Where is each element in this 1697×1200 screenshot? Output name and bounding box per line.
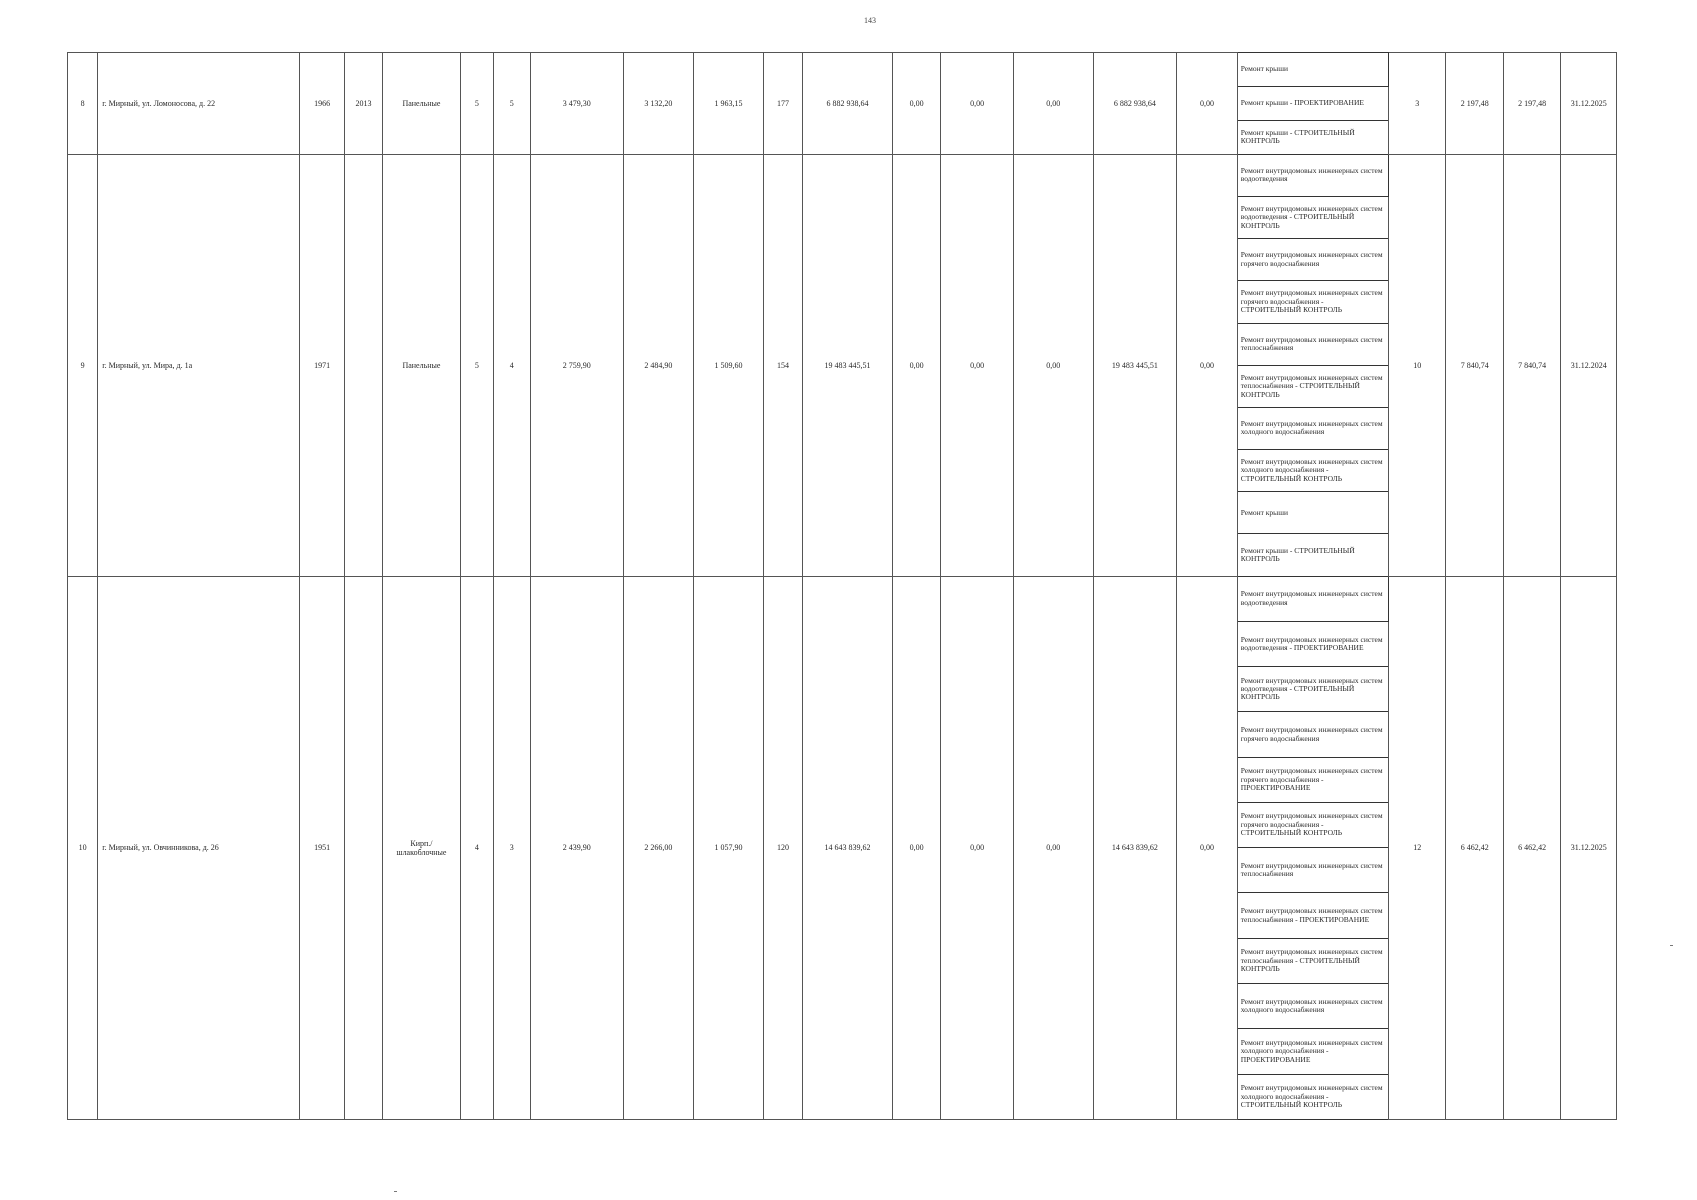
cost-other-cell: 0,00 [1177,53,1238,155]
year-built-cell: 1971 [299,154,344,576]
deadline-cell: 31.12.2025 [1561,53,1617,155]
work-item-cell: Ремонт внутридомовых инженерных систем теплоснабжения - СТРОИТЕЛЬНЫЙ КОНТРОЛЬ [1237,938,1388,983]
row-number: 9 [68,154,98,576]
work-item-cell: Ремонт внутридомовых инженерных систем холодного водоснабжения - СТРОИТЕЛЬНЫЙ КОНТРОЛЬ [1237,450,1388,492]
year-overhaul-cell [345,576,382,1119]
total-area-cell: 3 479,30 [530,53,623,155]
cost-regional-cell: 0,00 [941,576,1014,1119]
entrances-cell: 4 [493,154,530,576]
wall-material-cell: Панельные [382,154,461,576]
work-item-cell: Ремонт внутридомовых инженерных систем теплоснабжения - ПРОЕКТИРОВАНИЕ [1237,893,1388,938]
address-cell: г. Мирный, ул. Ломоносова, д. 22 [98,53,300,155]
cost-regional-cell: 0,00 [941,154,1014,576]
area-residential-cell: 1 963,15 [694,53,764,155]
deadline-cell: 31.12.2025 [1561,576,1617,1119]
area-all-cell: 3 132,20 [623,53,694,155]
area-residential-cell: 1 057,90 [694,576,764,1119]
capital-repair-table [67,52,1617,1120]
year-overhaul-cell [345,154,382,576]
entrances-cell: 5 [493,53,530,155]
work-item-cell: Ремонт внутридомовых инженерных систем горячего водоснабжения [1237,239,1388,281]
work-item-cell: Ремонт крыши [1237,53,1388,87]
work-item-cell: Ремонт крыши - СТРОИТЕЛЬНЫЙ КОНТРОЛЬ [1237,534,1388,576]
wall-material-cell: Кирп./ шлакоблочные [382,576,461,1119]
year-built-cell: 1966 [299,53,344,155]
deadline-cell: 31.12.2024 [1561,154,1617,576]
cost-other-cell: 0,00 [1177,576,1238,1119]
cost-federal-cell: 0,00 [892,53,940,155]
cost-municipal-cell: 0,00 [1013,53,1093,155]
cost-total-cell: 6 882 938,64 [803,53,893,155]
work-item-cell: Ремонт внутридомовых инженерных систем горячего водоснабжения - СТРОИТЕЛЬНЫЙ КОНТРОЛЬ [1237,802,1388,847]
area-all-cell: 2 266,00 [623,576,694,1119]
residents-cell: 154 [763,154,802,576]
cost-regional-cell: 0,00 [941,53,1014,155]
unit-cost-cell: 2 197,48 [1446,53,1503,155]
address-cell: г. Мирный, ул. Мира, д. 1а [98,154,300,576]
work-count-cell: 10 [1388,154,1445,576]
max-cost-cell: 6 462,42 [1503,576,1560,1119]
work-item-cell: Ремонт внутридомовых инженерных систем водоотведения - ПРОЕКТИРОВАНИЕ [1237,621,1388,666]
cost-federal-cell: 0,00 [892,154,940,576]
table-row [68,53,1617,87]
cost-owners-cell: 19 483 445,51 [1093,154,1177,576]
page-number: 143 [864,16,876,25]
work-item-cell: Ремонт внутридомовых инженерных систем холодного водоснабжения [1237,983,1388,1028]
cost-owners-cell: 14 643 839,62 [1093,576,1177,1119]
unit-cost-cell: 7 840,74 [1446,154,1503,576]
work-item-cell: Ремонт внутридомовых инженерных систем теплоснабжения [1237,323,1388,365]
work-item-cell: Ремонт внутридомовых инженерных систем холодного водоснабжения [1237,407,1388,449]
area-residential-cell: 1 509,60 [694,154,764,576]
cost-total-cell: 19 483 445,51 [803,154,893,576]
scan-mark [394,1191,397,1192]
table-row [68,576,1617,621]
work-item-cell: Ремонт крыши - СТРОИТЕЛЬНЫЙ КОНТРОЛЬ [1237,120,1388,154]
work-item-cell: Ремонт внутридомовых инженерных систем горячего водоснабжения - СТРОИТЕЛЬНЫЙ КОНТРОЛЬ [1237,281,1388,323]
year-built-cell: 1951 [299,576,344,1119]
work-item-cell: Ремонт внутридомовых инженерных систем теплоснабжения [1237,848,1388,893]
scan-mark [1670,945,1673,946]
cost-federal-cell: 0,00 [892,576,940,1119]
total-area-cell: 2 439,90 [530,576,623,1119]
cost-municipal-cell: 0,00 [1013,154,1093,576]
work-item-cell: Ремонт внутридомовых инженерных систем горячего водоснабжения [1237,712,1388,757]
address-cell: г. Мирный, ул. Овчинникова, д. 26 [98,576,300,1119]
work-item-cell: Ремонт внутридомовых инженерных систем теплоснабжения - СТРОИТЕЛЬНЫЙ КОНТРОЛЬ [1237,365,1388,407]
work-item-cell: Ремонт внутридомовых инженерных систем холодного водоснабжения - СТРОИТЕЛЬНЫЙ КОНТРОЛЬ [1237,1074,1388,1120]
row-number: 8 [68,53,98,155]
work-count-cell: 3 [1388,53,1445,155]
work-item-cell: Ремонт крыши - ПРОЕКТИРОВАНИЕ [1237,86,1388,120]
wall-material-cell: Панельные [382,53,461,155]
year-overhaul-cell: 2013 [345,53,382,155]
table-row [68,154,1617,196]
max-cost-cell: 2 197,48 [1503,53,1560,155]
residents-cell: 120 [763,576,802,1119]
work-item-cell: Ремонт крыши [1237,492,1388,534]
table-body [68,53,1617,1120]
max-cost-cell: 7 840,74 [1503,154,1560,576]
work-item-cell: Ремонт внутридомовых инженерных систем горячего водоснабжения - ПРОЕКТИРОВАНИЕ [1237,757,1388,802]
work-count-cell: 12 [1388,576,1445,1119]
residents-cell: 177 [763,53,802,155]
work-item-cell: Ремонт внутридомовых инженерных систем водоотведения - СТРОИТЕЛЬНЫЙ КОНТРОЛЬ [1237,667,1388,712]
total-area-cell: 2 759,90 [530,154,623,576]
floors-cell: 4 [461,576,493,1119]
cost-owners-cell: 6 882 938,64 [1093,53,1177,155]
floors-cell: 5 [461,154,493,576]
row-number: 10 [68,576,98,1119]
work-item-cell: Ремонт внутридомовых инженерных систем водоотведения - СТРОИТЕЛЬНЫЙ КОНТРОЛЬ [1237,197,1388,239]
floors-cell: 5 [461,53,493,155]
work-item-cell: Ремонт внутридомовых инженерных систем водоотведения [1237,576,1388,621]
work-item-cell: Ремонт внутридомовых инженерных систем водоотведения [1237,154,1388,196]
cost-total-cell: 14 643 839,62 [803,576,893,1119]
unit-cost-cell: 6 462,42 [1446,576,1503,1119]
work-item-cell: Ремонт внутридомовых инженерных систем холодного водоснабжения - ПРОЕКТИРОВАНИЕ [1237,1029,1388,1074]
area-all-cell: 2 484,90 [623,154,694,576]
entrances-cell: 3 [493,576,530,1119]
cost-other-cell: 0,00 [1177,154,1238,576]
cost-municipal-cell: 0,00 [1013,576,1093,1119]
